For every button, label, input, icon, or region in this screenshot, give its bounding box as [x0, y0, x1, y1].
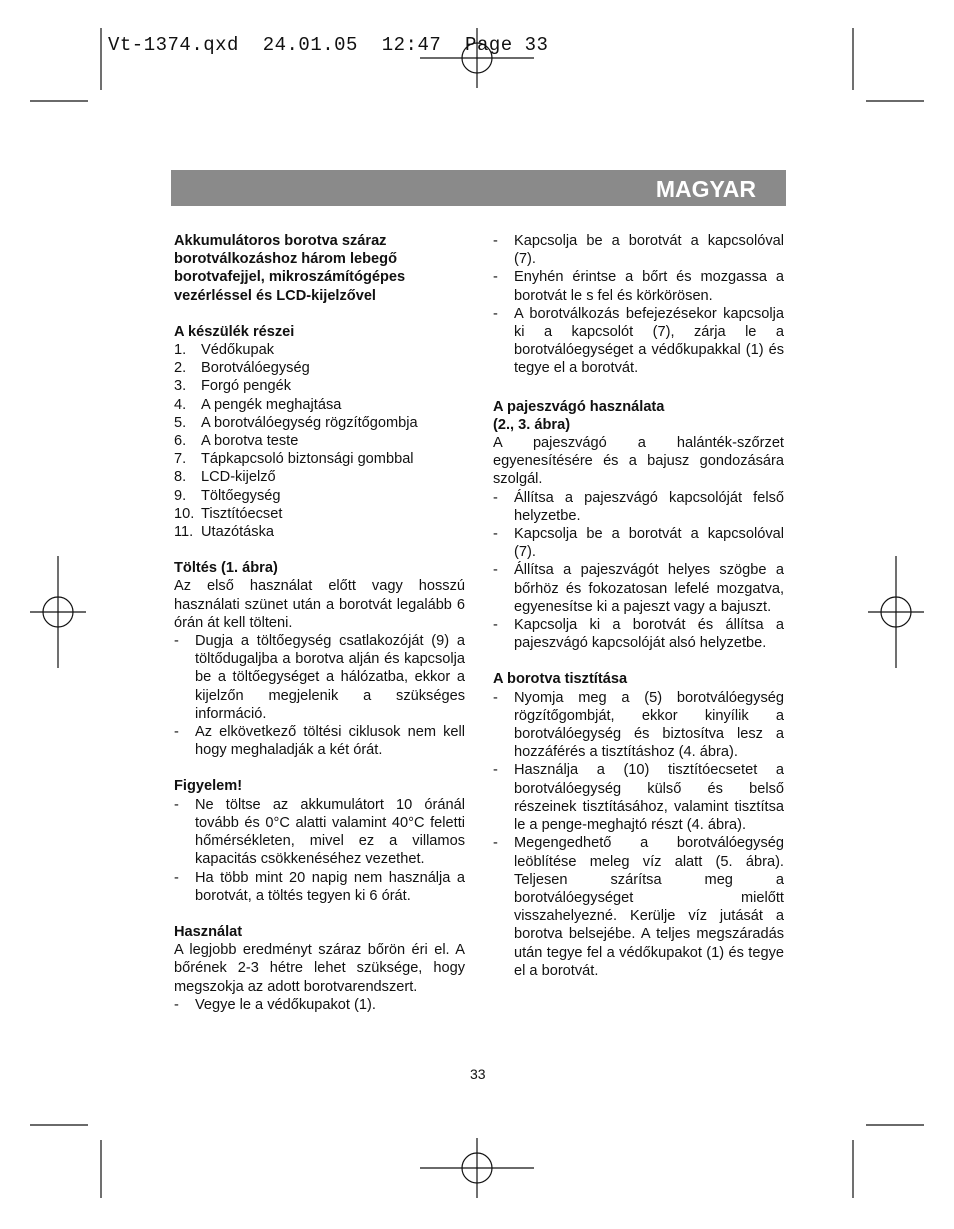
list-item: - Nyomja meg a (5) borotválóegység rögzítőgombját, ekkor kinyílik a borotválóegység és biztosítva lesz a hozzáférés a tisztításhoz (4. ábra). — [493, 689, 784, 761]
warning-heading: Figyelem! — [174, 778, 243, 795]
list-item: - Megengedhető a borotválóegység leöblítése meleg víz alatt (5. ábra). Teljesen szárítsa meg a borotválóegységet mielőtt visszahelyezné. Kerülje víz jutását a borotva belsejébe. A teljes megszáradás után tegye fel a védőkupakot (1) és tegye el a borotvát. — [493, 835, 784, 979]
page-number: 33 — [470, 1066, 486, 1082]
list-item: 11. Utazótáska — [174, 524, 275, 541]
usage-continued-list — [493, 232, 784, 378]
parts-heading: A készülék részei — [174, 323, 295, 340]
usage-heading: Használat — [174, 923, 243, 940]
left-column — [174, 232, 465, 1014]
right-column — [493, 232, 784, 980]
list-item: - Dugja a töltőegység csatlakozóját (9) a töltődugaljba a borotva alján és kapcsolja be a töltőegységet a hálózatba, ekkor a kijelzőn megjelenik a szükséges információ. — [174, 633, 465, 722]
list-item: 4. A pengék meghajtása — [174, 396, 342, 413]
charging-intro: Az első használat előtt vagy hosszú használati szünet után a borotvát legalább 6 órán át kell tölteni. — [174, 578, 465, 631]
cleaning-heading: A borotva tisztítása — [493, 671, 628, 688]
list-item: - A borotválkozás befejezésekor kapcsolja ki a kapcsolót (7), zárja le a borotválóegységet a védőkupakkal (1) és tegye el a borotvát. — [493, 305, 784, 377]
list-item: - Ha több mint 20 napig nem használja a borotvát, a töltés tegyen ki 6 órát. — [174, 869, 465, 904]
list-item: 8. LCD-kijelző — [174, 469, 276, 486]
parts-list — [174, 341, 465, 541]
list-item: 2. Borotválóegység — [174, 360, 310, 377]
document-title: Akkumulátoros borotva száraz borotválkozáshoz három lebegő borotvafejjel, mikroszámítógépes vezérléssel és LCD-kijelzővel — [174, 233, 406, 304]
print-slug: Vt-1374.qxd 24.01.05 12:47 Page 33 — [108, 34, 549, 56]
list-item: 9. Töltőegység — [174, 487, 281, 504]
registration-mark-left — [30, 556, 86, 668]
registration-mark-top — [420, 28, 534, 88]
list-item: - Kapcsolja be a borotvát a kapcsolóval (7). — [493, 526, 784, 561]
list-item: 5. A borotválóegység rögzítőgombja — [174, 414, 418, 431]
list-item: - Kapcsolja ki a borotvát és állítsa a pajeszvágó kapcsolóját alsó helyzetbe. — [493, 617, 784, 652]
language-header-bar — [171, 170, 786, 206]
list-item: - Ne töltse az akkumulátort 10 óránál tovább és 0°C alatti valamint 40°C feletti hőmérsékleten, mivel ez a villamos kapacitás csökkenéséhez vezethet. — [174, 796, 465, 868]
trimmer-list — [493, 489, 784, 653]
list-item: 7. Tápkapcsoló biztonsági gombbal — [174, 451, 414, 468]
cleaning-list — [493, 689, 784, 980]
list-item: - Az elkövetkező töltési ciklusok nem kell hogy meghaladják a két órát. — [174, 724, 465, 759]
warning-list — [174, 796, 465, 905]
list-item: 1. Védőkupak — [174, 342, 275, 359]
list-item: 3. Forgó pengék — [174, 378, 292, 395]
trimmer-intro: A pajeszvágó a halánték-szőrzet egyenesítésére és a bajusz gondozására szolgál. — [493, 435, 784, 488]
trimmer-heading: A pajeszvágó használata (2., 3. ábra) — [493, 398, 665, 433]
usage-list — [174, 996, 465, 1014]
list-item: - Állítsa a pajeszvágó kapcsolóját felső helyzetbe. — [493, 489, 784, 524]
list-item: 6. A borotva teste — [174, 433, 299, 450]
usage-intro: A legjobb eredményt száraz bőrön éri el. A bőrének 2-3 hétre lehet szüksége, hogy megszokja az adott borotvarendszert. — [174, 942, 465, 995]
language-label: MAGYAR — [655, 176, 756, 202]
charging-heading: Töltés (1. ábra) — [174, 560, 278, 577]
charging-list — [174, 632, 465, 759]
list-item: - Enyhén érintse a bőrt és mozgassa a borotvát le s fel és körkörösen. — [493, 269, 784, 304]
list-item: - Kapcsolja be a borotvát a kapcsolóval (7). — [493, 233, 784, 268]
registration-mark-right — [868, 556, 924, 668]
list-item: - Használja a (10) tisztítóecsetet a borotválóegység külső és belső részeinek tisztításához, valamint tisztítsa le a penge-meghajtó részt (4. ábra). — [493, 762, 784, 834]
list-item: - Vegye le a védőkupakot (1). — [174, 996, 376, 1013]
list-item: - Állítsa a pajeszvágót helyes szögbe a bőrhöz és fokozatosan lefelé mozgatva, egyenesítse ki a pajeszt vagy a bajuszt. — [493, 562, 784, 615]
list-item: 10. Tisztítóecset — [174, 505, 283, 522]
registration-mark-bottom — [420, 1138, 534, 1198]
